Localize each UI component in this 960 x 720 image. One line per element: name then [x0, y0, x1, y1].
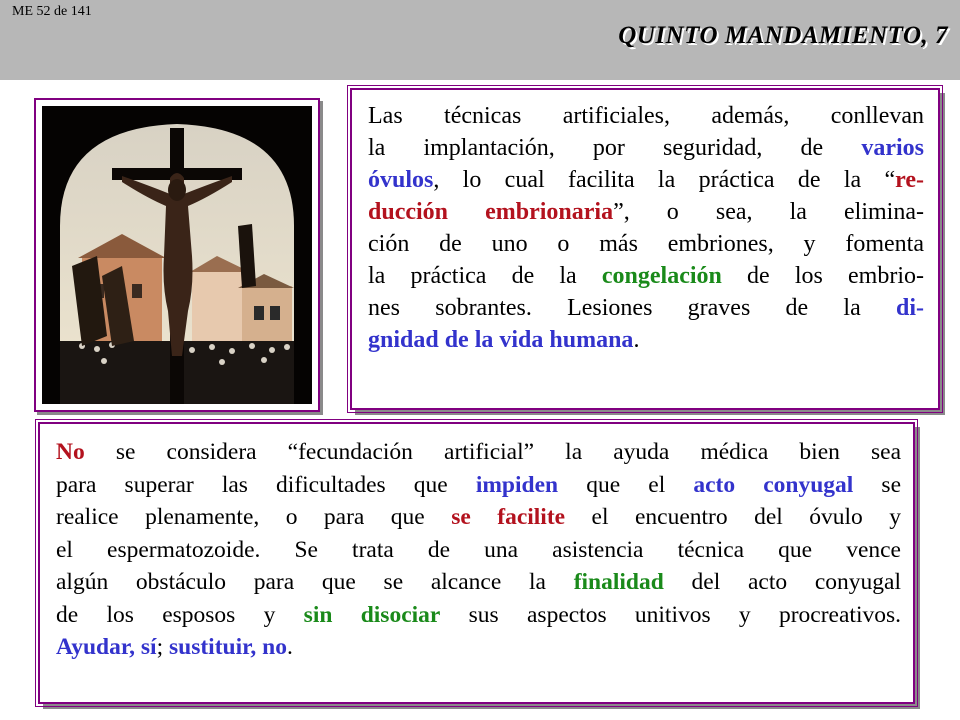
highlight-text: varios	[861, 135, 924, 161]
slide-number: ME 52 de 141	[12, 4, 92, 19]
text-box-techniques	[350, 88, 940, 410]
highlight-text: óvulos	[368, 167, 434, 193]
box2-line	[56, 436, 901, 469]
body-text: la práctica de la	[368, 263, 602, 289]
body-text: .	[633, 327, 640, 353]
body-text: ción de uno o más embriones, y fomenta	[368, 231, 924, 257]
body-text: la implantación, por seguridad, de	[368, 135, 862, 161]
body-text: del acto conyugal	[663, 569, 901, 595]
body-text: para superar las dificultades que	[56, 471, 476, 498]
box2-line	[56, 631, 901, 664]
body-text: sus aspectos unitivos y procreativos.	[440, 601, 901, 628]
body-text: ;	[156, 634, 169, 660]
body-text: que el	[558, 471, 694, 498]
body-text: se	[853, 471, 902, 498]
header-bar	[0, 0, 960, 80]
body-text: de los embrio-	[721, 263, 924, 289]
box2-line	[56, 566, 901, 599]
highlight-text: gnidad de la vida humana	[368, 327, 634, 353]
box2-line	[56, 469, 901, 502]
highlight-text: sin disociar	[303, 601, 441, 628]
box1-line	[368, 100, 924, 132]
box2-line	[56, 599, 901, 632]
body-text: algún obstáculo para que se alcance la	[56, 569, 574, 595]
box1-line	[368, 228, 924, 260]
highlight-text: re-	[895, 167, 924, 193]
body-text: , lo cual facilita la práctica de la “	[433, 167, 896, 193]
highlight-text: di-	[895, 295, 924, 321]
body-text: .	[286, 634, 293, 660]
box1-line	[368, 196, 924, 228]
body-text: ”, o sea, la elimina-	[613, 199, 924, 225]
crucifix-photo-illustration	[42, 106, 312, 404]
body-text: nes sobrantes. Lesiones graves de la	[368, 295, 896, 321]
slide-title: QUINTO MANDAMIENTO, 7	[618, 22, 948, 49]
highlight-text: impiden	[475, 471, 559, 498]
body-text: se considera “fecundación artificial” la ayuda médica bien sea	[84, 439, 901, 465]
box1-line	[368, 132, 924, 164]
highlight-text: Ayudar, sí	[56, 634, 157, 660]
highlight-text: No	[56, 439, 85, 465]
highlight-text: sustituir, no	[168, 634, 287, 660]
body-text: el espermatozoide. Se trata de una asistencia técnica que vence	[56, 536, 901, 563]
highlight-text: se facilite	[451, 504, 566, 530]
box1-line	[368, 164, 924, 196]
highlight-text: congelación	[601, 263, 722, 289]
box1-line	[368, 324, 924, 356]
highlight-text: ducción embrionaria	[368, 199, 614, 225]
highlight-text: finalidad	[573, 569, 664, 595]
body-text: Las técnicas artificiales, además, conllevan	[368, 103, 924, 129]
body-text: realice plenamente, o para que	[56, 504, 452, 530]
box1-line	[368, 260, 924, 292]
box1-line	[368, 292, 924, 324]
body-text: de los esposos y	[56, 601, 304, 628]
highlight-text: acto conyugal	[693, 471, 854, 498]
photo-frame	[34, 98, 320, 412]
text-box-assistance	[38, 422, 915, 704]
box2-line	[56, 501, 901, 534]
crucifix-procession-photo	[42, 106, 312, 404]
box2-line	[56, 534, 901, 567]
body-text: el encuentro del óvulo y	[565, 504, 901, 530]
